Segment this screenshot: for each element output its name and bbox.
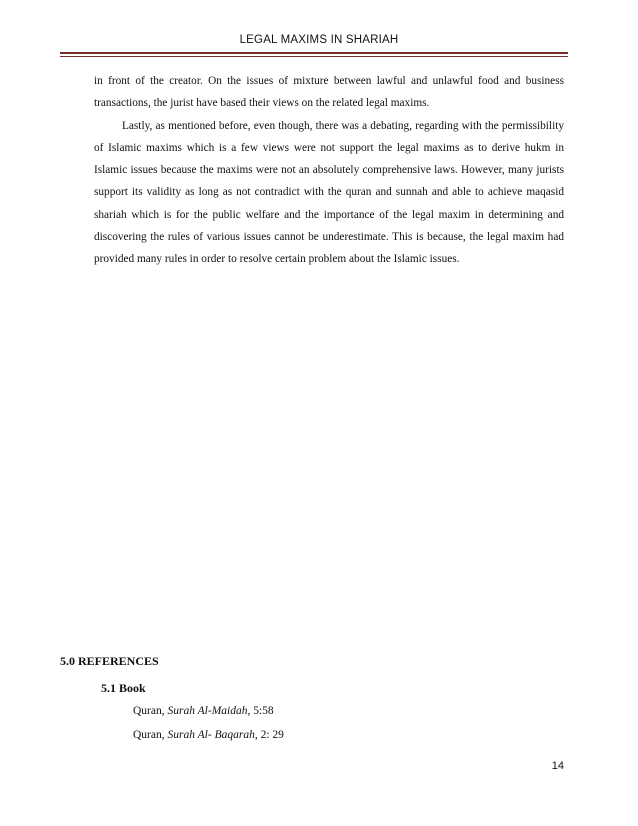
reference-title: Surah Al-Maidah	[167, 705, 248, 717]
reference-locator: , 5:58	[247, 705, 274, 717]
reference-prefix: Quran,	[133, 729, 165, 741]
body-text	[94, 70, 564, 271]
reference-prefix: Quran,	[133, 705, 165, 717]
references-subheading: 5.1 Book	[101, 681, 146, 695]
references-heading: 5.0 REFERENCES	[60, 654, 159, 668]
reference-item	[133, 729, 284, 741]
reference-item	[133, 705, 274, 717]
page-number: 14	[551, 760, 564, 772]
paragraph-conclusion: Lastly, as mentioned before, even though, there was a debating, regarding with the permissibility of Islamic maxims which is a few views were not support the legal maxims as to derive hukm in Islamic issues because the maxims were not an absolutely comprehensive laws. However, many jurists support its validity as long as not contradict with the quran and sunnah and able to achieve maqasid shariah which is for the public welfare and the importance of the legal maxim in determining and discovering the rules of various issues cannot be underestimate. This is because, the legal maxim had provided many rules in order to resolve certain problem about the Islamic issues.	[94, 119, 564, 266]
reference-locator: , 2: 29	[254, 729, 284, 741]
running-header: LEGAL MAXIMS IN SHARIAH	[239, 34, 399, 46]
header-rule-thin	[60, 56, 568, 57]
header-rule-thick	[60, 52, 568, 54]
reference-title: Surah Al- Baqarah	[167, 729, 255, 741]
paragraph-continuation: in front of the creator. On the issues of mixture between lawful and unlawful food and business transactions, the jurist have based their views on the related legal maxims.	[94, 75, 564, 110]
